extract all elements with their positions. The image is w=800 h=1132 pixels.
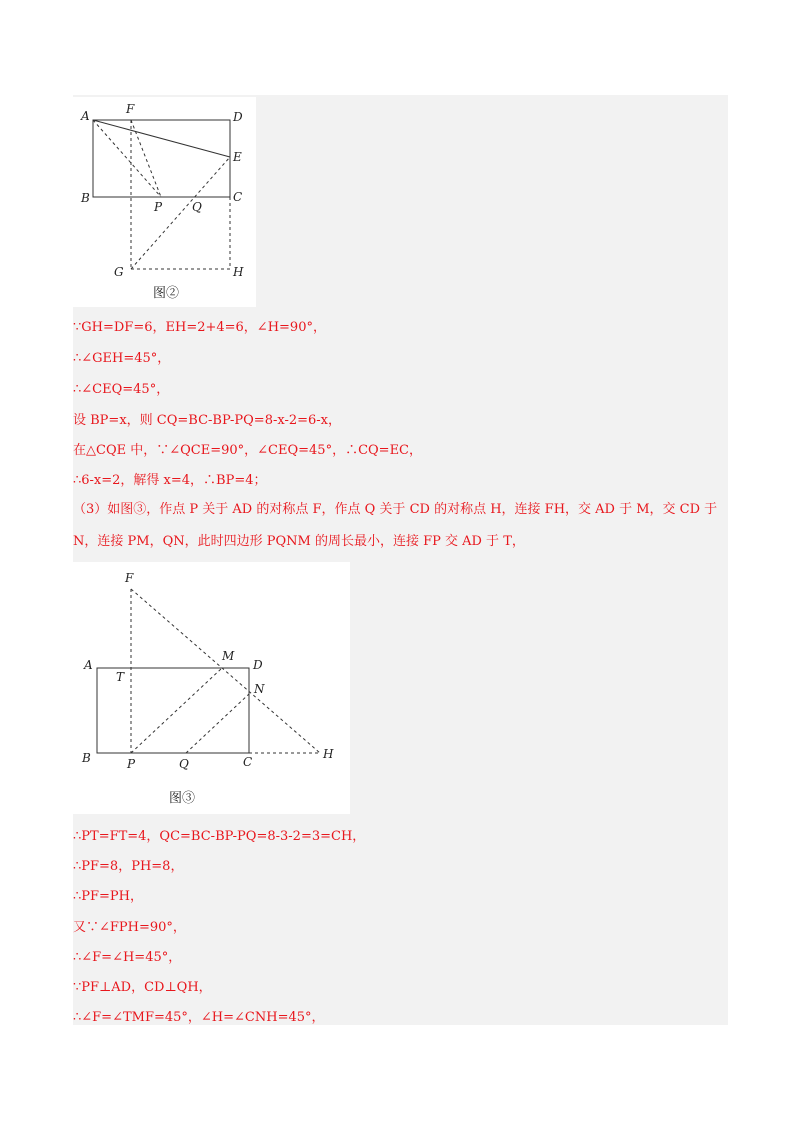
label-d: D — [233, 110, 243, 124]
text-line: ∴PF=PH， — [73, 889, 144, 904]
text-line: （3）如图③，作点 P 关于 AD 的对称点 F，作点 Q 关于 CD 的对称点 H，连接 FH，交 AD 于 M，交 CD 于 — [73, 502, 718, 517]
text-line: ∵PF⊥AD，CD⊥QH， — [73, 980, 212, 995]
text-line: 在△CQE 中，∵∠QCE=90°，∠CEQ=45°，∴CQ=EC， — [73, 443, 423, 458]
figure-2-diagram — [73, 97, 256, 307]
text-line: ∴∠GEH=45°， — [73, 351, 171, 366]
label-m: M — [222, 649, 235, 663]
figure-3 — [73, 562, 350, 814]
text-line: 又∵∠FPH=90°， — [73, 920, 186, 935]
label-c: C — [233, 190, 243, 204]
figure-2-caption: 图② — [153, 286, 180, 301]
label-d: D — [253, 658, 263, 672]
segment-pm-dashed — [131, 668, 222, 753]
label-f: F — [125, 571, 134, 585]
label-h: H — [323, 747, 334, 761]
label-a: A — [84, 658, 93, 672]
segment-fh-dashed — [131, 589, 320, 753]
segment-fp-dashed — [131, 120, 161, 197]
text-line: N，连接 PM，QN，此时四边形 PQNM 的周长最小，连接 FP 交 AD 于 T， — [73, 534, 525, 549]
text-line: ∴∠F=∠H=45°， — [73, 950, 182, 965]
label-p: P — [154, 200, 163, 214]
label-q: Q — [179, 757, 189, 771]
text-line: ∴∠CEQ=45°， — [73, 382, 170, 397]
segment-aq-dashed — [93, 120, 161, 197]
figure-2 — [73, 97, 256, 307]
label-a: A — [81, 109, 90, 123]
label-b: B — [81, 191, 90, 205]
text-line: 设 BP=x，则 CQ=BC-BP-PQ=8-x-2=6-x， — [73, 413, 342, 428]
label-f: F — [126, 102, 135, 116]
label-h: H — [233, 265, 244, 279]
label-g: G — [114, 265, 124, 279]
label-t: T — [116, 670, 125, 684]
label-p: P — [127, 757, 136, 771]
figure-3-caption: 图③ — [169, 791, 196, 806]
label-q: Q — [192, 200, 202, 214]
label-b: B — [82, 751, 91, 765]
text-line: ∵GH=DF=6，EH=2+4=6，∠H=90°， — [73, 320, 326, 335]
segment-ge-dashed — [131, 157, 230, 269]
text-line: ∴PT=FT=4，QC=BC-BP-PQ=8-3-2=3=CH， — [73, 829, 366, 844]
segment-ae — [93, 120, 230, 157]
text-line: ∴6-x=2，解得 x=4，∴BP=4； — [73, 473, 267, 488]
text-line: ∴PF=8，PH=8， — [73, 859, 184, 874]
label-n: N — [254, 682, 265, 696]
label-c: C — [243, 755, 253, 769]
text-line: ∴∠F=∠TMF=45°，∠H=∠CNH=45°， — [73, 1010, 325, 1025]
rectangle-abcd — [93, 120, 230, 197]
figure-3-diagram — [73, 562, 350, 814]
segment-qn-dashed — [186, 694, 249, 753]
label-e: E — [233, 150, 242, 164]
